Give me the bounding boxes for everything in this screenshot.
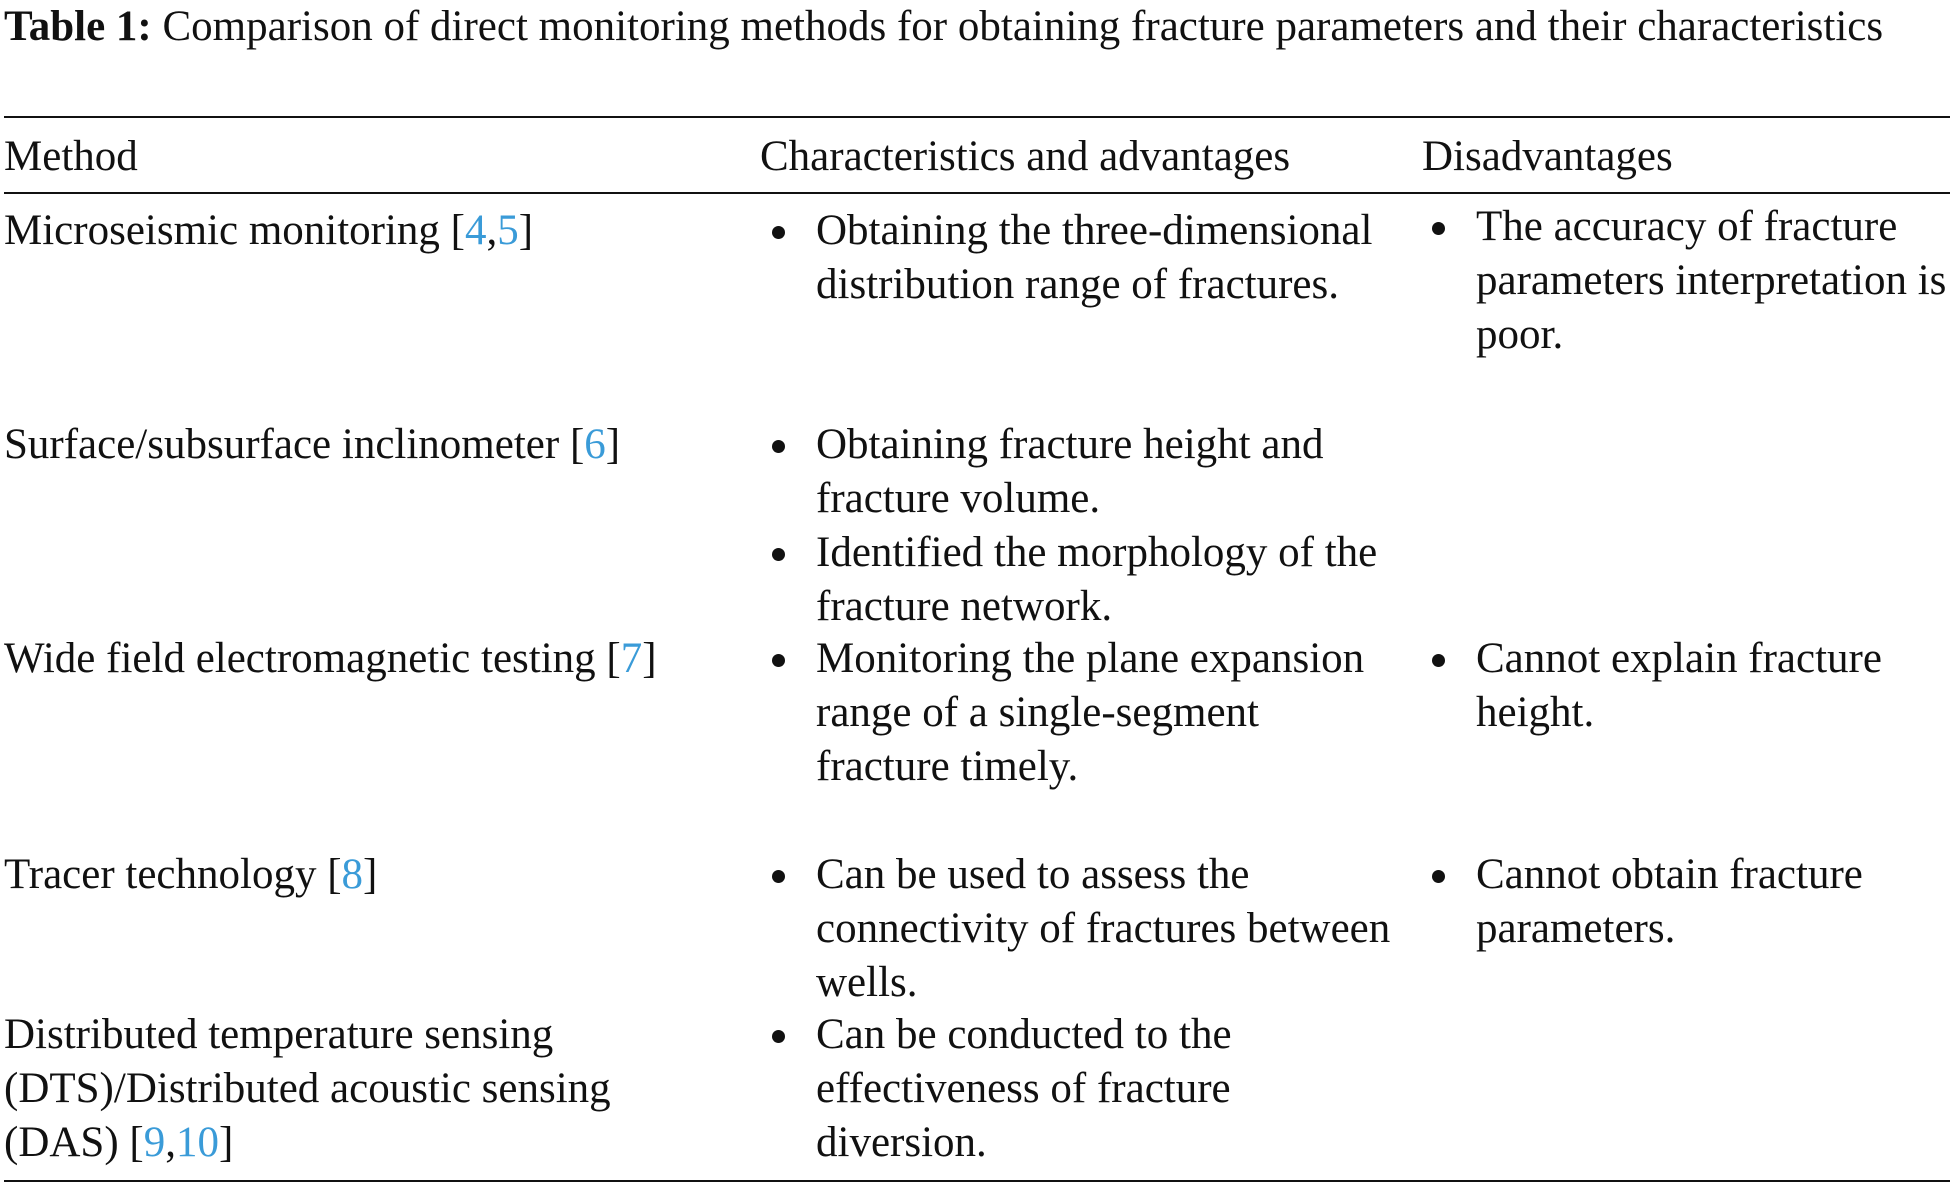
bullet-icon [772, 654, 785, 667]
advantages-cell [770, 1008, 1400, 1170]
disadvantage-item: Cannot explain fracture height. [1430, 632, 1950, 740]
table-bottom-rule [4, 1180, 1950, 1182]
table-top-rule [4, 116, 1950, 118]
advantage-item: Obtaining the three-dimensional distribution range of fractures. [770, 204, 1400, 312]
method-cell: Distributed temperature sensing (DTS)/Distributed acoustic sensing (DAS) [9,10] [4, 1011, 611, 1166]
bullet-icon [772, 870, 785, 883]
header-disadvantages: Disadvantages [1422, 133, 1673, 180]
reference-link[interactable]: 10 [176, 1119, 219, 1166]
reference-link[interactable]: 7 [620, 635, 643, 682]
bullet-icon [772, 548, 785, 561]
bullet-icon [1432, 870, 1445, 883]
advantages-cell [770, 632, 1400, 794]
disadvantages-cell [1430, 848, 1950, 956]
method-name: Tracer technology [4, 851, 317, 898]
reference-link[interactable]: 8 [341, 851, 364, 898]
disadvantage-item: Cannot obtain fracture parameters. [1430, 848, 1950, 956]
reference-link[interactable]: 4 [465, 207, 487, 254]
method-cell: Wide field electromagnetic testing [7] [4, 635, 657, 682]
table-header [4, 130, 1950, 184]
advantage-item: Obtaining fracture height and fracture volume. [770, 418, 1400, 526]
bullet-icon [772, 1030, 785, 1043]
method-name: Distributed temperature sensing (DTS)/Distributed acoustic sensing (DAS) [4, 1011, 611, 1166]
advantages-cell [770, 204, 1400, 312]
reference-link[interactable]: 5 [497, 207, 519, 254]
method-cell: Tracer technology [8] [4, 851, 378, 898]
bullet-icon [772, 440, 785, 453]
method-cell: Surface/subsurface inclinometer [6] [4, 421, 621, 468]
table-header-rule [4, 192, 1950, 194]
bullet-icon [1432, 654, 1445, 667]
caption-label: Table 1: [4, 3, 152, 50]
advantages-cell [770, 418, 1400, 634]
advantage-item: Monitoring the plane expansion range of a single-segment fracture timely. [770, 632, 1400, 794]
advantages-cell [770, 848, 1400, 1010]
table-caption [4, 0, 1950, 53]
header-method: Method [4, 133, 138, 180]
method-cell: Microseismic monitoring [4,5] [4, 207, 534, 254]
header-advantages: Characteristics and advantages [760, 133, 1291, 180]
method-name: Microseismic monitoring [4, 207, 440, 254]
table-figure [4, 0, 1950, 1166]
advantage-item: Identified the morphology of the fracture network. [770, 526, 1400, 634]
disadvantages-cell [1430, 200, 1950, 362]
bullet-icon [1432, 222, 1445, 235]
disadvantage-item: The accuracy of fracture parameters interpretation is poor. [1430, 200, 1950, 362]
method-name: Surface/subsurface inclinometer [4, 421, 560, 468]
advantage-item: Can be used to assess the connectivity of fractures between wells. [770, 848, 1400, 1010]
advantage-item: Can be conducted to the effectiveness of fracture diversion. [770, 1008, 1400, 1170]
bullet-icon [772, 226, 785, 239]
reference-link[interactable]: 6 [584, 421, 606, 468]
disadvantages-cell [1430, 632, 1950, 740]
method-name: Wide field electromagnetic testing [4, 635, 596, 682]
reference-link[interactable]: 9 [143, 1119, 166, 1166]
caption-text: Comparison of direct monitoring methods for obtaining fracture parameters and their characteristics [162, 3, 1884, 50]
